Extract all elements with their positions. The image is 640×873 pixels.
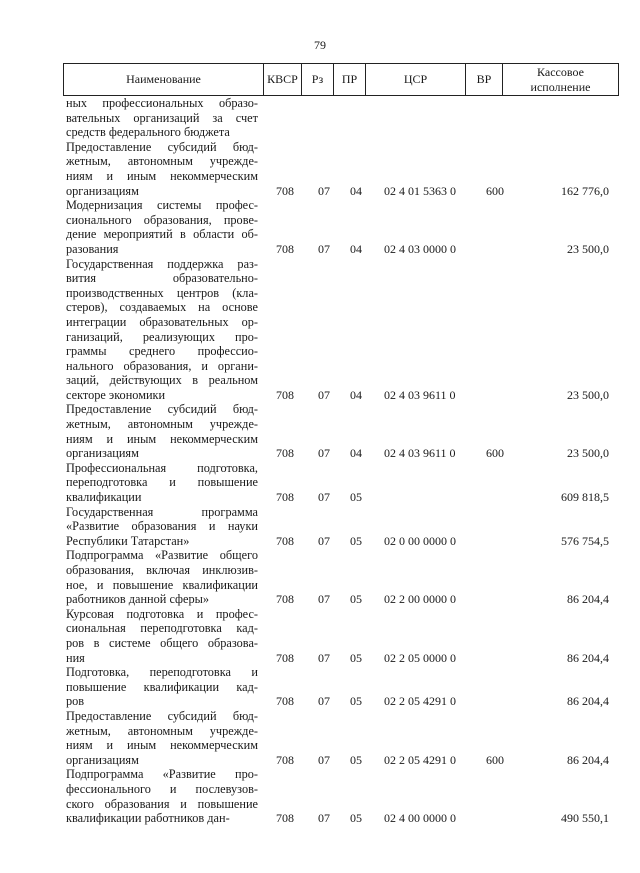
row-name-line: «Развитие образования и науки <box>66 519 258 534</box>
row-name-line: повышение квалификации кад- <box>66 679 258 694</box>
pr-cell: 04 <box>350 183 362 198</box>
pr-cell: 05 <box>350 694 362 709</box>
column-header-amount <box>503 64 619 96</box>
rz-cell: 07 <box>318 183 330 198</box>
row-name-line: ганизаций, реализующих про- <box>66 329 258 344</box>
row-name-line: средств федерального бюджета <box>66 125 230 140</box>
row-name-line: переподготовка и повышение <box>66 475 258 490</box>
row-name-line: сионального образования, прове- <box>66 212 258 227</box>
row-name-line: жетным, автономным учрежде- <box>66 154 258 169</box>
row-name <box>66 140 258 198</box>
csr-cell: 02 2 05 4291 0 <box>384 694 456 709</box>
row-name <box>66 709 258 767</box>
row-name-line: организациям <box>66 183 139 198</box>
row-name <box>66 505 258 549</box>
amount-cell: 86 204,4 <box>567 752 609 767</box>
csr-cell: 02 2 05 0000 0 <box>384 650 456 665</box>
pr-cell: 05 <box>350 592 362 607</box>
row-name-line: ния <box>66 650 85 665</box>
csr-cell: 02 4 00 0000 0 <box>384 811 456 826</box>
row-name-line: ниям и иным некоммерческим <box>66 431 258 446</box>
row-name-line: Модернизация системы профес- <box>66 198 258 213</box>
column-header-rz: Рз <box>302 64 334 96</box>
pr-cell: 04 <box>350 446 362 461</box>
row-name-line: секторе экономики <box>66 387 166 402</box>
rz-cell: 07 <box>318 241 330 256</box>
pr-cell: 04 <box>350 387 362 402</box>
row-name-line: ных профессиональных образо- <box>66 96 258 110</box>
row-name <box>66 607 258 665</box>
row-name <box>66 548 258 606</box>
kvsr-cell: 708 <box>276 592 294 607</box>
table-row <box>0 505 640 549</box>
pr-cell: 05 <box>350 752 362 767</box>
rz-cell: 07 <box>318 387 330 402</box>
row-name-line: интеграции образовательных ор- <box>66 314 258 329</box>
row-name-line: Государственная поддержка раз- <box>66 256 258 271</box>
kvsr-cell: 708 <box>276 650 294 665</box>
row-name-line: сиональная переподготовка кад- <box>66 621 258 636</box>
table-row <box>0 607 640 665</box>
vr-cell: 600 <box>486 446 504 461</box>
kvsr-cell: 708 <box>276 694 294 709</box>
amount-cell: 23 500,0 <box>567 446 609 461</box>
vr-cell: 600 <box>486 183 504 198</box>
row-name-line: Государственная программа <box>66 504 258 519</box>
table-row <box>0 198 640 256</box>
row-name-line: организациям <box>66 446 139 461</box>
page-number: 79 <box>314 38 326 52</box>
row-name-line: граммы среднего профессио- <box>66 344 258 359</box>
row-name <box>66 96 258 140</box>
column-header-pr: ПР <box>334 64 366 96</box>
csr-cell: 02 0 00 0000 0 <box>384 533 456 548</box>
pr-cell: 04 <box>350 241 362 256</box>
amount-cell: 23 500,0 <box>567 387 609 402</box>
row-name <box>66 767 258 825</box>
table-row <box>0 140 640 198</box>
row-name-line: Курсовая подготовка и профес- <box>66 606 258 621</box>
row-name-line: ров <box>66 694 85 709</box>
column-header-vr: ВР <box>466 64 503 96</box>
table-row <box>0 709 640 767</box>
row-name-line: квалификации <box>66 490 142 505</box>
row-name-line: вательных организаций за счет <box>66 110 258 125</box>
row-name-line: организациям <box>66 752 139 767</box>
row-name <box>66 198 258 256</box>
rz-cell: 07 <box>318 650 330 665</box>
kvsr-cell: 708 <box>276 446 294 461</box>
row-name-line: ров в системе общего образова- <box>66 635 258 650</box>
row-name-line: работников данной сферы» <box>66 592 210 607</box>
pr-cell: 05 <box>350 533 362 548</box>
column-header-kvsr: КВСР <box>264 64 302 96</box>
kvsr-cell: 708 <box>276 387 294 402</box>
row-name-line: жетным, автономным учрежде- <box>66 417 258 432</box>
amount-cell: 86 204,4 <box>567 650 609 665</box>
row-name-line: ное, и повышение квалификации <box>66 577 258 592</box>
row-name <box>66 461 258 505</box>
csr-cell: 02 4 03 9611 0 <box>384 446 456 461</box>
row-name <box>66 665 258 709</box>
kvsr-cell: 708 <box>276 490 294 505</box>
row-name-line: Предоставление субсидий бюд- <box>66 708 258 723</box>
rz-cell: 07 <box>318 752 330 767</box>
row-name-line: Предоставление субсидий бюд- <box>66 402 258 417</box>
row-name <box>66 257 258 403</box>
row-name-line: Предоставление субсидий бюд- <box>66 139 258 154</box>
table-row <box>0 402 640 460</box>
table-header <box>63 63 619 96</box>
kvsr-cell: 708 <box>276 183 294 198</box>
table-row <box>0 257 640 403</box>
kvsr-cell: 708 <box>276 752 294 767</box>
row-name-line: Профессиональная подготовка, <box>66 460 258 475</box>
rz-cell: 07 <box>318 811 330 826</box>
row-name-line: нального образования, и органи- <box>66 358 258 373</box>
amount-cell: 609 818,5 <box>561 490 609 505</box>
rz-cell: 07 <box>318 446 330 461</box>
row-name-line: жетным, автономным учрежде- <box>66 723 258 738</box>
amount-cell: 576 754,5 <box>561 533 609 548</box>
table-row <box>0 96 640 140</box>
table-row <box>0 461 640 505</box>
column-header-amount-line1: Кассовое <box>537 64 584 79</box>
kvsr-cell: 708 <box>276 811 294 826</box>
row-name-line: квалификации работников дан- <box>66 811 230 826</box>
amount-cell: 86 204,4 <box>567 592 609 607</box>
column-header-name: Наименование <box>64 64 264 96</box>
pr-cell: 05 <box>350 490 362 505</box>
row-name-line: Республики Татарстан» <box>66 533 190 548</box>
table-body <box>0 96 640 826</box>
row-name-line: дение мероприятий в области об- <box>66 227 258 242</box>
row-name-line: ского образования и повышение <box>66 796 258 811</box>
kvsr-cell: 708 <box>276 241 294 256</box>
rz-cell: 07 <box>318 490 330 505</box>
csr-cell: 02 4 03 0000 0 <box>384 241 456 256</box>
pr-cell: 05 <box>350 650 362 665</box>
amount-cell: 490 550,1 <box>561 811 609 826</box>
row-name-line: Подготовка, переподготовка и <box>66 665 258 680</box>
row-name-line: образования, включая инклюзив- <box>66 563 258 577</box>
row-name-line: фессионального и послевузов- <box>66 781 258 796</box>
csr-cell: 02 4 03 9611 0 <box>384 387 456 402</box>
table-row <box>0 767 640 825</box>
table-row <box>0 665 640 709</box>
amount-cell: 86 204,4 <box>567 694 609 709</box>
rz-cell: 07 <box>318 592 330 607</box>
amount-cell: 162 776,0 <box>561 183 609 198</box>
rz-cell: 07 <box>318 694 330 709</box>
row-name-line: заций, действующих в реальном <box>66 373 258 388</box>
kvsr-cell: 708 <box>276 533 294 548</box>
column-header-csr: ЦСР <box>366 64 466 96</box>
csr-cell: 02 2 05 4291 0 <box>384 752 456 767</box>
column-header-amount-line2: исполнение <box>530 79 591 94</box>
row-name-line: Подпрограмма «Развитие про- <box>66 767 258 782</box>
rz-cell: 07 <box>318 533 330 548</box>
row-name-line: стеров), создаваемых на основе <box>66 300 258 315</box>
amount-cell: 23 500,0 <box>567 241 609 256</box>
row-name-line: ниям и иным некоммерческим <box>66 738 258 753</box>
pr-cell: 05 <box>350 811 362 826</box>
csr-cell: 02 2 00 0000 0 <box>384 592 456 607</box>
row-name-line: вития образовательно- <box>66 271 258 286</box>
row-name-line: разования <box>66 241 119 256</box>
vr-cell: 600 <box>486 752 504 767</box>
csr-cell: 02 4 01 5363 0 <box>384 183 456 198</box>
row-name-line: производственных центров (кла- <box>66 285 258 300</box>
row-name-line: Подпрограмма «Развитие общего <box>66 548 258 563</box>
row-name-line: ниям и иным некоммерческим <box>66 168 258 183</box>
table-row <box>0 548 640 606</box>
row-name <box>66 402 258 460</box>
